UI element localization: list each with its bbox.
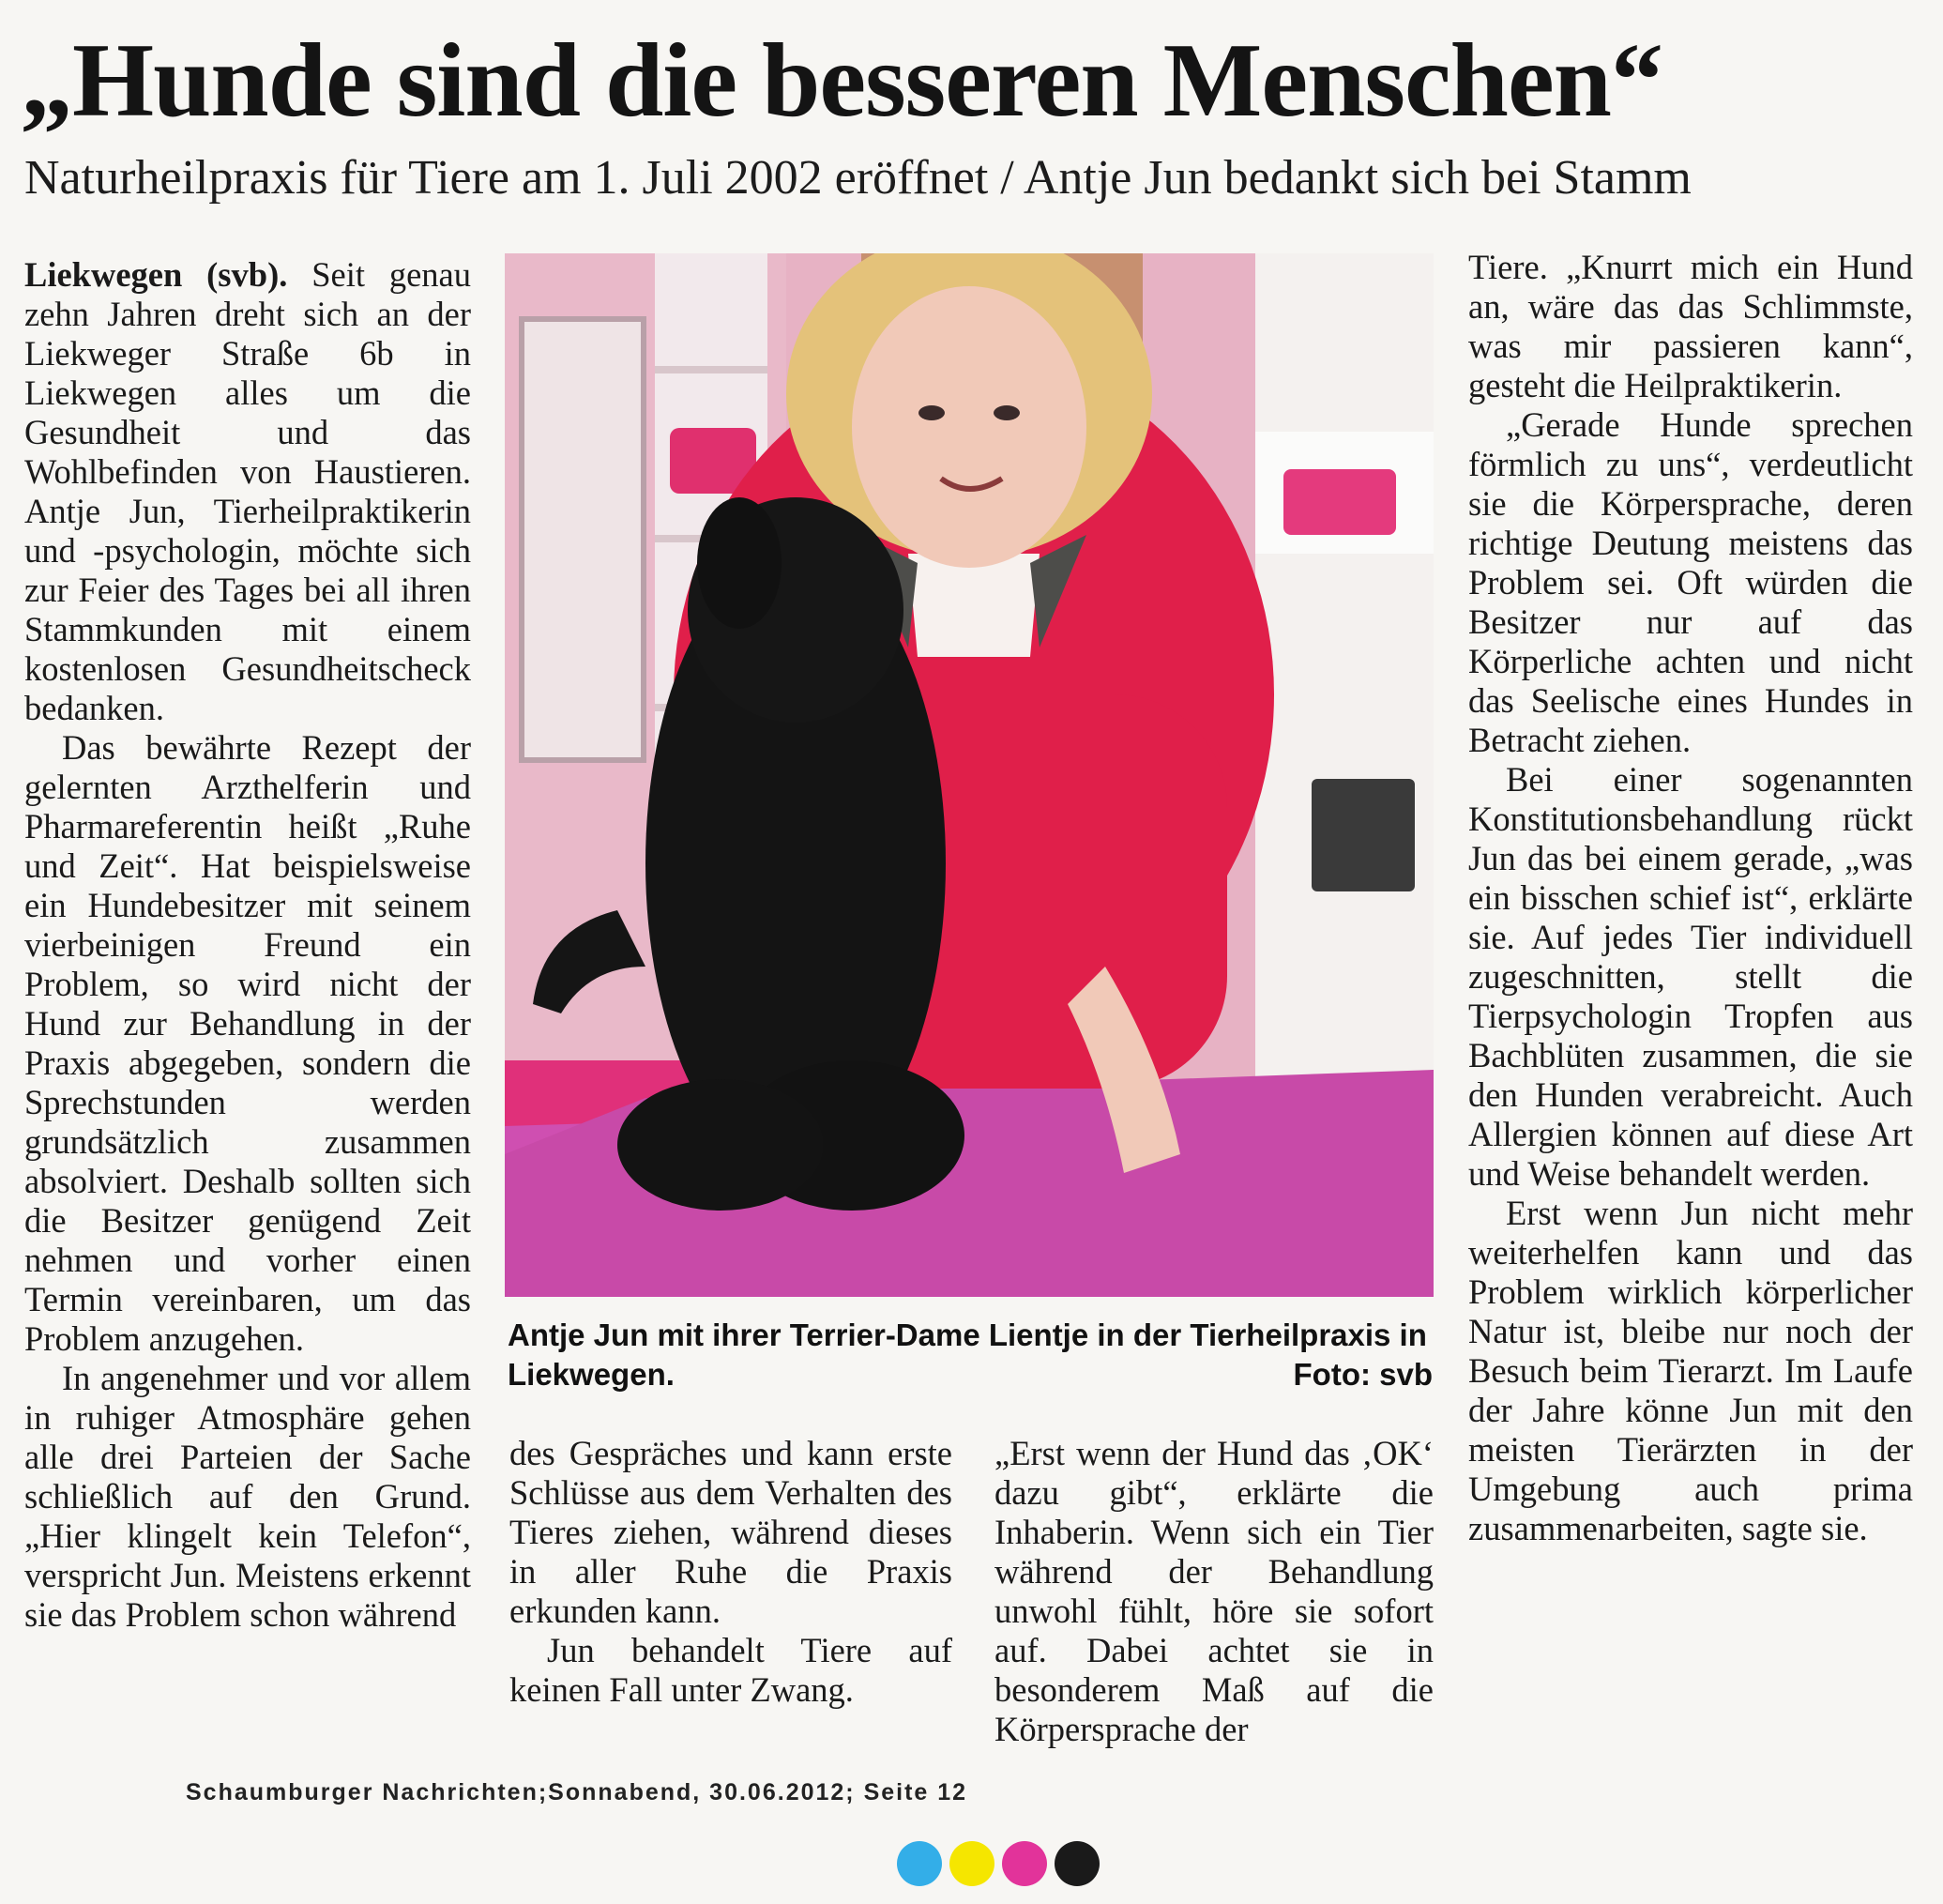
article-paragraph xyxy=(24,255,471,728)
article-paragraph: Tiere. „Knurrt mich ein Hund an, wäre das das Schlimmste, was mir passieren kann“, gesteht die Heilpraktikerin. xyxy=(1468,248,1913,404)
photo-woman-with-terrier xyxy=(505,253,1434,1297)
caption-text: Antje Jun mit ihrer Terrier-Dame Lientje in der Tierheilpraxis in Liekwegen. xyxy=(508,1318,1427,1392)
paragraph-text: Seit genau zehn Jahren dreht sich an der Liekweger Straße 6b in Liekwegen alles um die Gesundheit und das Wohlbefinden von Haustieren. Antje Jun, Tierheilpraktikerin und -psychologin, möchte sich zur Feier des Tages bei all ihren Stammkunden mit einem kostenlosen Gesundheitscheck bedanken. xyxy=(24,255,471,727)
article-paragraph: Erst wenn Jun nicht mehr weiterhelfen kann und das Problem wirklich körperlicher Natur ist, bleibe nur noch der Besuch beim Tierarzt. Im Laufe der Jahre könne Jun mit den meisten Tierärzten in der Umgebung auch prima zusammenarbeiten, sagte sie. xyxy=(1468,1194,1913,1547)
article-paragraph: Bei einer sogenannten Konstitutionsbehandlung rückt Jun das bei einem gerade, „was ein bisschen schief ist“, erklärte sie. Auf jedes Tier individuell zugeschnitten, stellt die Tierpsychologin Tropfen aus Bachblüten zusammen, die sie den Hunden verabreicht. Auch Allergien können auf diese Art und Weise behandelt werden. xyxy=(1468,760,1913,1193)
article-paragraph: „Erst wenn der Hund das ‚OK‘ dazu gibt“, erklärte die Inhaberin. Wenn sich ein Tier während der Behandlung unwohl fühlt, höre sie sofort auf. Dabei achtet sie in besonderem Maß auf die Körpersprache der xyxy=(994,1434,1434,1748)
photo-caption xyxy=(508,1316,1433,1394)
black-registration-dot xyxy=(1055,1841,1100,1886)
article-column-4 xyxy=(1468,248,1913,1548)
article-column-3 xyxy=(994,1434,1434,1749)
cyan-registration-dot xyxy=(897,1841,942,1886)
article-column-1 xyxy=(24,255,471,1635)
article-paragraph: „Gerade Hunde sprechen förmlich zu uns“, verdeutlicht sie die Körpersprache, deren richtige Deutung meistens das Problem sei. Oft würden die Besitzer nur auf das Körperliche achten und nicht das Seelische eines Hundes in Betracht ziehen. xyxy=(1468,405,1913,759)
subheadline: Naturheilpraxis für Tiere am 1. Juli 2002 eröffnet / Antje Jun bedankt sich bei Stamm xyxy=(24,151,1692,205)
dateline: Liekwegen (svb). xyxy=(24,255,288,294)
headline: „Hunde sind die besseren Menschen“ xyxy=(21,23,1662,139)
article-paragraph: Das bewährte Rezept der gelernten Arzthelferin und Pharmareferentin heißt „Ruhe und Zeit“. Hat beispielsweise ein Hundebesitzer mit seinem vierbeinigen Freund ein Problem, so wird nicht der Hund zur Behandlung in der Praxis abgegeben, sondern die Sprechstunden werden grundsätzlich zusammen absolviert. Deshalb sollten sich die Besitzer genügend Zeit nehmen und vorher einen Termin vereinbaren, um das Problem anzugehen. xyxy=(24,728,471,1358)
article-photo xyxy=(505,253,1434,1297)
photo-credit: Foto: svb xyxy=(1293,1357,1433,1392)
article-paragraph: Jun behandelt Tiere auf keinen Fall unter Zwang. xyxy=(509,1631,952,1709)
article-paragraph: In angenehmer und vor allem in ruhiger Atmosphäre gehen alle drei Parteien der Sache schließlich auf den Grund. „Hier klingelt kein Telefon“, verspricht Jun. Meistens erkennt sie das Problem schon während xyxy=(24,1359,471,1634)
magenta-registration-dot xyxy=(1002,1841,1047,1886)
article-column-2 xyxy=(509,1434,952,1710)
yellow-registration-dot xyxy=(949,1841,994,1886)
article-paragraph: des Gespräches und kann erste Schlüsse aus dem Verhalten des Tieres ziehen, während dieses in aller Ruhe die Praxis erkunden kann. xyxy=(509,1434,952,1630)
source-citation: Schaumburger Nachrichten;Sonnabend, 30.06.2012; Seite 12 xyxy=(186,1779,968,1805)
